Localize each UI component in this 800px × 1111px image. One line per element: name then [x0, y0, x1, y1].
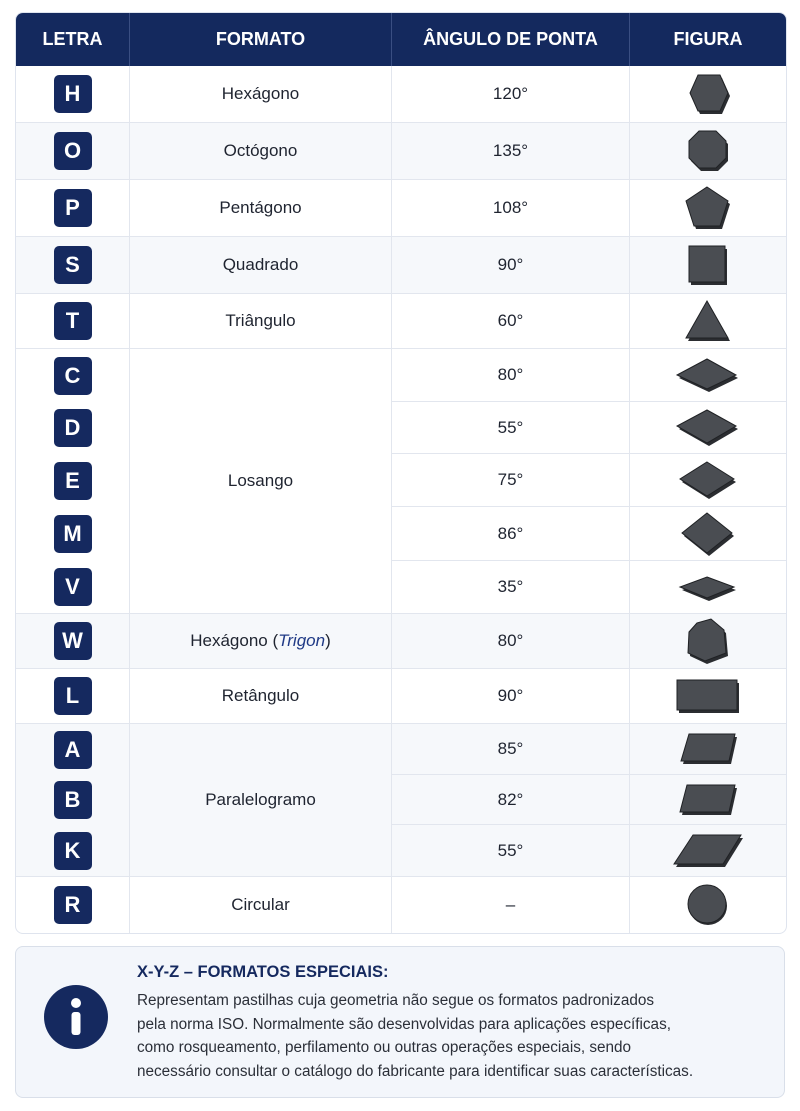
- letter-badge: K: [54, 832, 92, 870]
- letter-cell: [16, 294, 130, 349]
- format-label: Retângulo: [221, 686, 300, 705]
- angle-cell: 55°: [392, 402, 630, 454]
- angle-cell: 85°: [392, 724, 630, 775]
- pentagon-figure: [630, 180, 786, 237]
- rhombus-35-figure: [630, 561, 786, 614]
- angle-cell: 86°: [392, 507, 630, 561]
- format-label: Octógono: [223, 141, 298, 160]
- format-cell: [130, 123, 392, 180]
- triangle-figure: [630, 294, 786, 349]
- angle-cell: 90°: [392, 669, 630, 724]
- format-cell: [130, 66, 392, 123]
- rhombus-75-figure: [630, 454, 786, 507]
- angle-cell: 75°: [392, 454, 630, 507]
- format-label: Circular: [231, 895, 290, 914]
- format-cell: [130, 180, 392, 237]
- letter-badge: S: [54, 246, 92, 284]
- special-formats-note: [15, 946, 785, 1098]
- note-line: como rosqueamento, perfilamento ou outras operações especiais, sendo: [137, 1039, 632, 1056]
- octagon-figure: [630, 123, 786, 180]
- note-line: pela norma ISO. Normalmente são desenvolvidas para aplicações específicas,: [137, 1015, 671, 1033]
- format-label: Triângulo: [225, 311, 296, 330]
- hexagon-figure: [630, 66, 786, 123]
- format-cell: Hexágono ( Trigon ): [130, 614, 392, 669]
- letter-badge: R: [54, 886, 92, 924]
- format-label: Paralelogramo: [205, 790, 316, 809]
- angle-cell: 80°: [392, 614, 630, 669]
- format-cell: [130, 669, 392, 724]
- angle-cell: 80°: [392, 349, 630, 402]
- letter-cell: [16, 123, 130, 180]
- format-label: Hexágono: [190, 631, 268, 650]
- angle-cell: 90°: [392, 237, 630, 294]
- letter-cell: [16, 614, 130, 669]
- letter-badge: D: [54, 409, 92, 447]
- letter-badge: W: [54, 622, 92, 660]
- header-angle: ÂNGULO DE PONTA: [392, 13, 630, 66]
- format-cell: [130, 294, 392, 349]
- format-cell: [130, 724, 392, 877]
- letter-cell: [16, 180, 130, 237]
- letter-badge: T: [54, 302, 92, 340]
- parallelogram-55-figure: [630, 825, 786, 877]
- format-label: Losango: [227, 471, 294, 490]
- trigon-figure: [630, 614, 786, 669]
- parallelogram-82-figure: [630, 775, 786, 825]
- letter-badge: M: [54, 515, 92, 553]
- format-cell: [130, 349, 392, 614]
- letter-badge: L: [54, 677, 92, 715]
- circle-figure: [630, 877, 786, 933]
- angle-cell: 55°: [392, 825, 630, 877]
- rhombus-80-figure: [630, 349, 786, 402]
- letter-badge: C: [54, 357, 92, 395]
- info-icon: [44, 985, 108, 1049]
- insert-shape-table: [15, 12, 787, 934]
- letter-badge: H: [54, 75, 92, 113]
- letter-cell: [16, 402, 130, 454]
- letter-badge: V: [54, 568, 92, 606]
- letter-cell: [16, 825, 130, 877]
- table-header: [16, 13, 786, 66]
- format-label: Pentágono: [219, 198, 302, 217]
- square-figure: [630, 237, 786, 294]
- rectangle-figure: [630, 669, 786, 724]
- letter-cell: [16, 454, 130, 507]
- format-variant: Trigon: [278, 631, 326, 650]
- format-label: Hexágono: [221, 84, 300, 103]
- letter-badge: P: [54, 189, 92, 227]
- angle-cell: 120°: [392, 66, 630, 123]
- angle-cell: 60°: [392, 294, 630, 349]
- letter-cell: [16, 877, 130, 933]
- note-text: [137, 989, 777, 1083]
- angle-cell: 108°: [392, 180, 630, 237]
- note-title: X-Y-Z – FORMATOS ESPECIAIS:: [137, 963, 389, 981]
- letter-cell: [16, 507, 130, 561]
- parallelogram-85-figure: [630, 724, 786, 775]
- letter-badge: A: [54, 731, 92, 769]
- note-line: Representam pastilhas cuja geometria não segue os formatos padronizados: [137, 992, 654, 1009]
- angle-cell: 35°: [392, 561, 630, 614]
- header-figure: FIGURA: [673, 29, 743, 49]
- letter-badge: E: [54, 462, 92, 500]
- note-line: necessário consultar o catálogo do fabricante para identificar suas características.: [137, 1062, 694, 1080]
- angle-cell: 82°: [392, 775, 630, 825]
- letter-cell: [16, 66, 130, 123]
- format-label: Quadrado: [222, 255, 299, 274]
- header-letter: LETRA: [16, 13, 130, 66]
- letter-cell: [16, 349, 130, 402]
- letter-cell: [16, 724, 130, 775]
- letter-badge: O: [54, 132, 92, 170]
- letter-badge: B: [54, 781, 92, 819]
- letter-cell: [16, 237, 130, 294]
- format-cell: [130, 237, 392, 294]
- header-format: FORMATO: [130, 13, 392, 66]
- rhombus-86-figure: [630, 507, 786, 561]
- letter-cell: [16, 669, 130, 724]
- table-body: [16, 66, 786, 933]
- letter-cell: [16, 775, 130, 825]
- angle-cell: –: [392, 877, 630, 933]
- letter-cell: [16, 561, 130, 614]
- rhombus-55-figure: [630, 402, 786, 454]
- angle-cell: 135°: [392, 123, 630, 180]
- format-cell: [130, 877, 392, 933]
